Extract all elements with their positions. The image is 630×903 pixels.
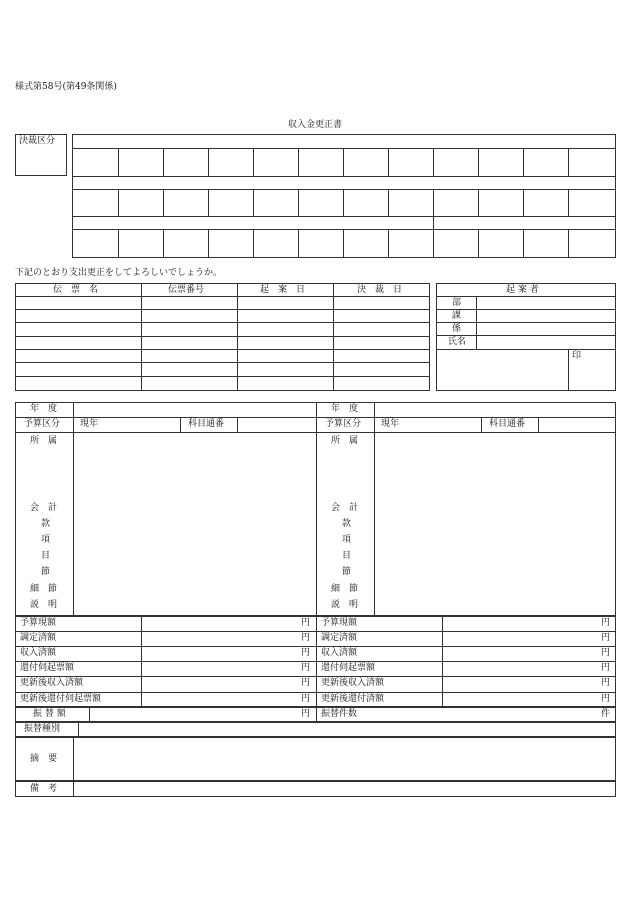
right-year-label: 年 度 [331, 404, 359, 414]
decision-row-line [72, 189, 616, 190]
decision-cell-line [478, 229, 479, 258]
drafter-col-line [476, 296, 477, 349]
transfer-amount-label: 振 替 額 [33, 709, 66, 719]
right-label-col-line [374, 402, 375, 616]
amount-left-label: 還付伺起票額 [20, 663, 75, 673]
decision-cell-line [523, 189, 524, 216]
decision-cell-line [208, 189, 209, 216]
decision-cell-line [118, 229, 119, 258]
amount-row-line [15, 631, 616, 632]
left-serial-line [180, 417, 181, 432]
transfer-count-label: 振替件数 [321, 709, 358, 719]
amount-left-yen: 円 [301, 633, 311, 643]
amount-row-line [15, 661, 616, 662]
decision-cell-line [568, 229, 569, 258]
right-saisetsu-label: 細 節 [331, 584, 359, 594]
amount-left-label: 更新後還付伺起票額 [20, 694, 102, 704]
remarks-label: 備 考 [30, 784, 58, 794]
decision-cell-line [343, 148, 344, 176]
voucher-header-number: 伝票番号 [168, 285, 205, 295]
amount-left-label: 予算現額 [20, 618, 57, 628]
amount-right-yen: 円 [601, 694, 611, 704]
right-setsu-label: 節 [342, 567, 352, 577]
decision-cell-line [478, 189, 479, 216]
decision-row-line [72, 216, 616, 217]
decision-cell-line [298, 229, 299, 258]
intro-text: 下記のとおり支出更正をしてよろしいでしょうか。 [15, 268, 223, 278]
amount-right-label: 還付伺起票額 [321, 663, 376, 673]
drafter-section: 課 [452, 311, 462, 321]
amount-row-line [15, 646, 616, 647]
amount-left-yen: 円 [301, 648, 311, 658]
right-affiliation-label: 所 属 [331, 436, 359, 446]
amount-right-label: 更新後収入済額 [321, 678, 385, 688]
transfer-amount-col-line [89, 707, 90, 722]
transfer-type-label: 振替種別 [24, 724, 61, 734]
amount-row-line [15, 692, 616, 693]
voucher-row-line [15, 362, 430, 363]
drafter-dept: 部 [452, 298, 462, 308]
right-budget-class-label: 予算区分 [325, 419, 362, 429]
drafter-unit: 係 [452, 324, 462, 334]
left-saisetsu-label: 細 節 [30, 584, 58, 594]
summary-label: 摘 要 [30, 754, 58, 764]
voucher-header-draft-date: 起 案 日 [260, 285, 306, 295]
panel-row-line [15, 432, 616, 433]
decision-cell-line [568, 189, 569, 216]
decision-cell-line [523, 229, 524, 258]
right-kan-label: 款 [342, 519, 352, 529]
decision-row-line [72, 148, 616, 149]
voucher-row-line [15, 376, 430, 377]
decision-cell-line [388, 229, 389, 258]
summary-col-line [73, 737, 74, 781]
amount-right-label: 収入済額 [321, 648, 358, 658]
amount-right-yen: 円 [601, 633, 611, 643]
transfer-divider [316, 707, 317, 722]
decision-cell-line [523, 148, 524, 176]
voucher-table [15, 283, 430, 391]
right-kou-label: 項 [342, 535, 352, 545]
voucher-col-line [141, 283, 142, 391]
decision-cell-line [568, 148, 569, 176]
page-title: 収入金更正書 [288, 120, 343, 130]
decision-grid [72, 134, 616, 258]
transfer-amount-yen: 円 [301, 709, 311, 719]
left-affiliation-label: 所 属 [30, 436, 58, 446]
amount-left-yen: 円 [301, 678, 311, 688]
right-current-year: 現年 [381, 419, 400, 429]
decision-cell-line [253, 189, 254, 216]
left-setsu-label: 節 [41, 567, 51, 577]
left-serial-line [237, 417, 238, 432]
right-account-serial-label: 科目通番 [489, 419, 526, 429]
decision-cell-line [118, 189, 119, 216]
decision-label: 決裁区分 [19, 136, 56, 146]
voucher-row-line [15, 309, 430, 310]
decision-cell-line [118, 148, 119, 176]
drafter-row-line [436, 296, 616, 297]
drafter-row-line [436, 309, 616, 310]
amount-right-yen: 円 [601, 648, 611, 658]
transfer-count-unit: 件 [601, 709, 611, 719]
transfer-type-row [15, 722, 616, 737]
decision-cell-line [433, 148, 434, 176]
seal-mark: 印 [572, 351, 582, 361]
voucher-row-line [15, 349, 430, 350]
drafter-name: 氏名 [448, 337, 467, 347]
decision-cell-line [433, 229, 434, 258]
remarks-row [15, 781, 616, 797]
right-account-label: 会 計 [331, 503, 359, 513]
decision-cell-line [253, 148, 254, 176]
right-serial-line [538, 417, 539, 432]
decision-cell-line [298, 148, 299, 176]
amount-right-label: 更新後還付済額 [321, 694, 385, 704]
decision-cell-line [163, 148, 164, 176]
voucher-col-line [333, 283, 334, 391]
amount-right-label: 調定済額 [321, 633, 358, 643]
remarks-col-line [73, 781, 74, 797]
left-account-label: 会 計 [30, 503, 58, 513]
voucher-col-line [237, 283, 238, 391]
decision-cell-line [298, 189, 299, 216]
left-year-label: 年 度 [30, 404, 58, 414]
drafter-row-line [436, 349, 616, 350]
amount-right-yen: 円 [601, 618, 611, 628]
decision-split-line [433, 216, 434, 229]
right-moku-label: 目 [342, 551, 352, 561]
decision-cell-line [163, 229, 164, 258]
amount-right-yen: 円 [601, 678, 611, 688]
amount-left-label: 調定済額 [20, 633, 57, 643]
form-number: 様式第58号(第49条関係) [15, 82, 117, 92]
amount-row-line [15, 676, 616, 677]
drafter-seal-line [568, 349, 569, 391]
voucher-header-name: 伝 票 名 [53, 285, 99, 295]
amount-left-label: 更新後収入済額 [20, 678, 84, 688]
decision-cell-line [388, 189, 389, 216]
decision-cell-line [163, 189, 164, 216]
amount-left-yen: 円 [301, 618, 311, 628]
drafter-header: 起 案 者 [506, 285, 539, 295]
decision-cell-line [478, 148, 479, 176]
summary-row [15, 737, 616, 781]
amount-left-label: 収入済額 [20, 648, 57, 658]
panel-row-line [15, 417, 616, 418]
decision-cell-line [433, 189, 434, 216]
decision-row-line [72, 176, 616, 177]
left-explanation-label: 説 明 [30, 600, 58, 610]
right-serial-line [481, 417, 482, 432]
panel-divider [316, 402, 317, 616]
left-moku-label: 目 [41, 551, 51, 561]
amount-right-label: 予算現額 [321, 618, 358, 628]
decision-cell-line [253, 229, 254, 258]
voucher-row-line [15, 322, 430, 323]
left-label-col-line [73, 402, 74, 616]
decision-row-line [72, 229, 616, 230]
voucher-row-line [15, 296, 430, 297]
voucher-header-decision-date: 決 裁 日 [357, 285, 403, 295]
right-explanation-label: 説 明 [331, 600, 359, 610]
left-kan-label: 款 [41, 519, 51, 529]
left-budget-class-label: 予算区分 [24, 419, 61, 429]
decision-cell-line [208, 229, 209, 258]
transfer-type-col-line [78, 722, 79, 737]
amount-left-yen: 円 [301, 694, 311, 704]
left-kou-label: 項 [41, 535, 51, 545]
left-current-year: 現年 [80, 419, 99, 429]
decision-cell-line [388, 148, 389, 176]
amount-right-yen: 円 [601, 663, 611, 673]
amount-left-yen: 円 [301, 663, 311, 673]
decision-cell-line [343, 229, 344, 258]
decision-cell-line [343, 189, 344, 216]
drafter-row-line [436, 322, 616, 323]
left-account-serial-label: 科目通番 [188, 419, 225, 429]
decision-cell-line [208, 148, 209, 176]
drafter-row-line [436, 335, 616, 336]
voucher-row-line [15, 336, 430, 337]
